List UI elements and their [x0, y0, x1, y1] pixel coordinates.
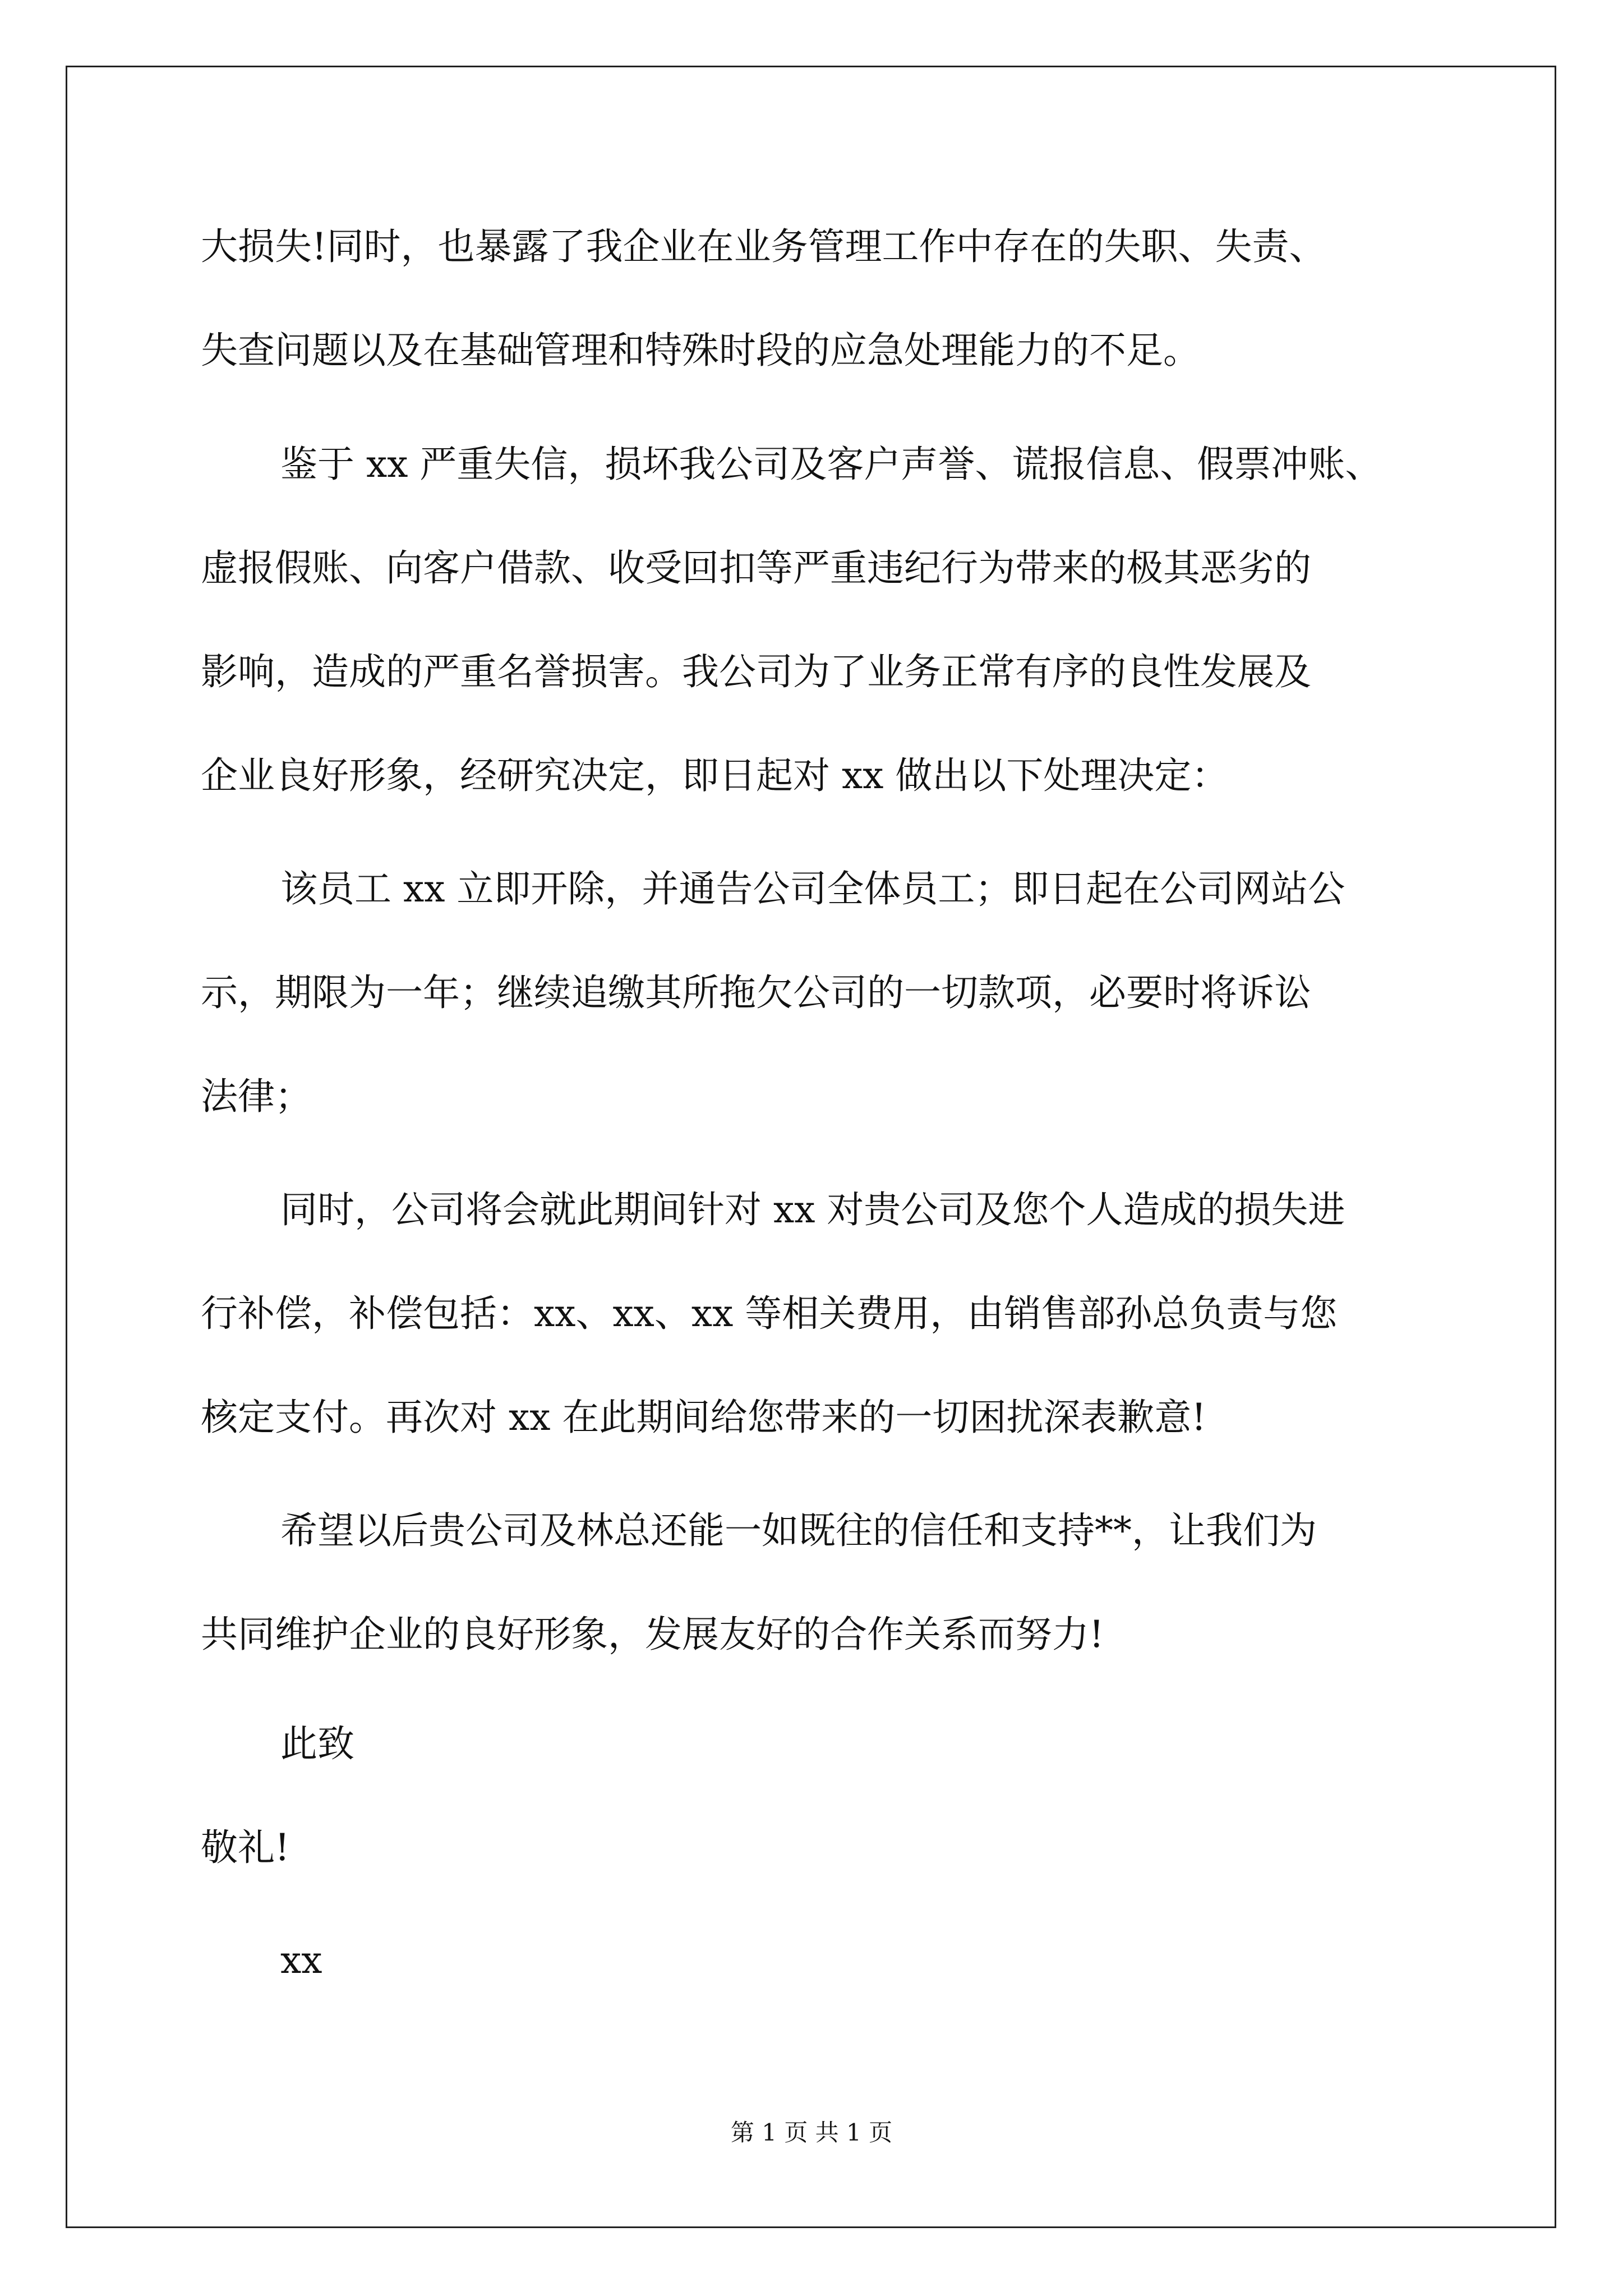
page-border [66, 66, 1556, 2228]
body-line-4: 虚报假账、向客户借款、收受回扣等严重违纪行为带来的极其恶劣的 [201, 546, 1311, 590]
page-footer: 第 1 页 共 1 页 [730, 2119, 893, 2146]
body-line-10: 同时，公司将会就此期间针对 xx 对贵公司及您个人造成的损失进 [280, 1188, 1345, 1231]
body-line-5: 影响，造成的严重名誉损害。我公司为了业务正常有序的良性发展及 [201, 650, 1311, 693]
body-line-1: 大损失!同时，也暴露了我企业在业务管理工作中存在的失职、失责、 [201, 225, 1326, 268]
body-line-11: 行补偿，补偿包括：xx、xx、xx 等相关费用，由销售部孙总负责与您 [201, 1292, 1338, 1335]
body-line-6: 企业良好形象，经研究决定，即日起对 xx 做出以下处理决定： [201, 754, 1229, 797]
body-line-7: 该员工 xx 立即开除，并通告公司全体员工；即日起在公司网站公 [280, 867, 1345, 910]
body-line-2: 失查问题以及在基础管理和特殊时段的应急处理能力的不足。 [201, 329, 1200, 372]
body-line-3: 鉴于 xx 严重失信，损坏我公司及客户声誉、谎报信息、假票冲账、 [280, 443, 1382, 486]
body-line-8: 示，期限为一年；继续追缴其所拖欠公司的一切款项，必要时将诉讼 [201, 971, 1311, 1014]
body-line-14: 共同维护企业的良好形象，发展友好的合作关系而努力! [201, 1613, 1104, 1656]
body-line-13: 希望以后贵公司及林总还能一如既往的信任和支持**，让我们为 [280, 1509, 1317, 1552]
body-line-9: 法律； [201, 1075, 312, 1118]
closing-regards: 敬礼! [201, 1826, 290, 1869]
closing-salutation: 此致 [280, 1722, 354, 1765]
body-line-12: 核定支付。再次对 xx 在此期间给您带来的一切困扰深表歉意! [201, 1396, 1206, 1439]
signature: xx [280, 1939, 322, 1982]
